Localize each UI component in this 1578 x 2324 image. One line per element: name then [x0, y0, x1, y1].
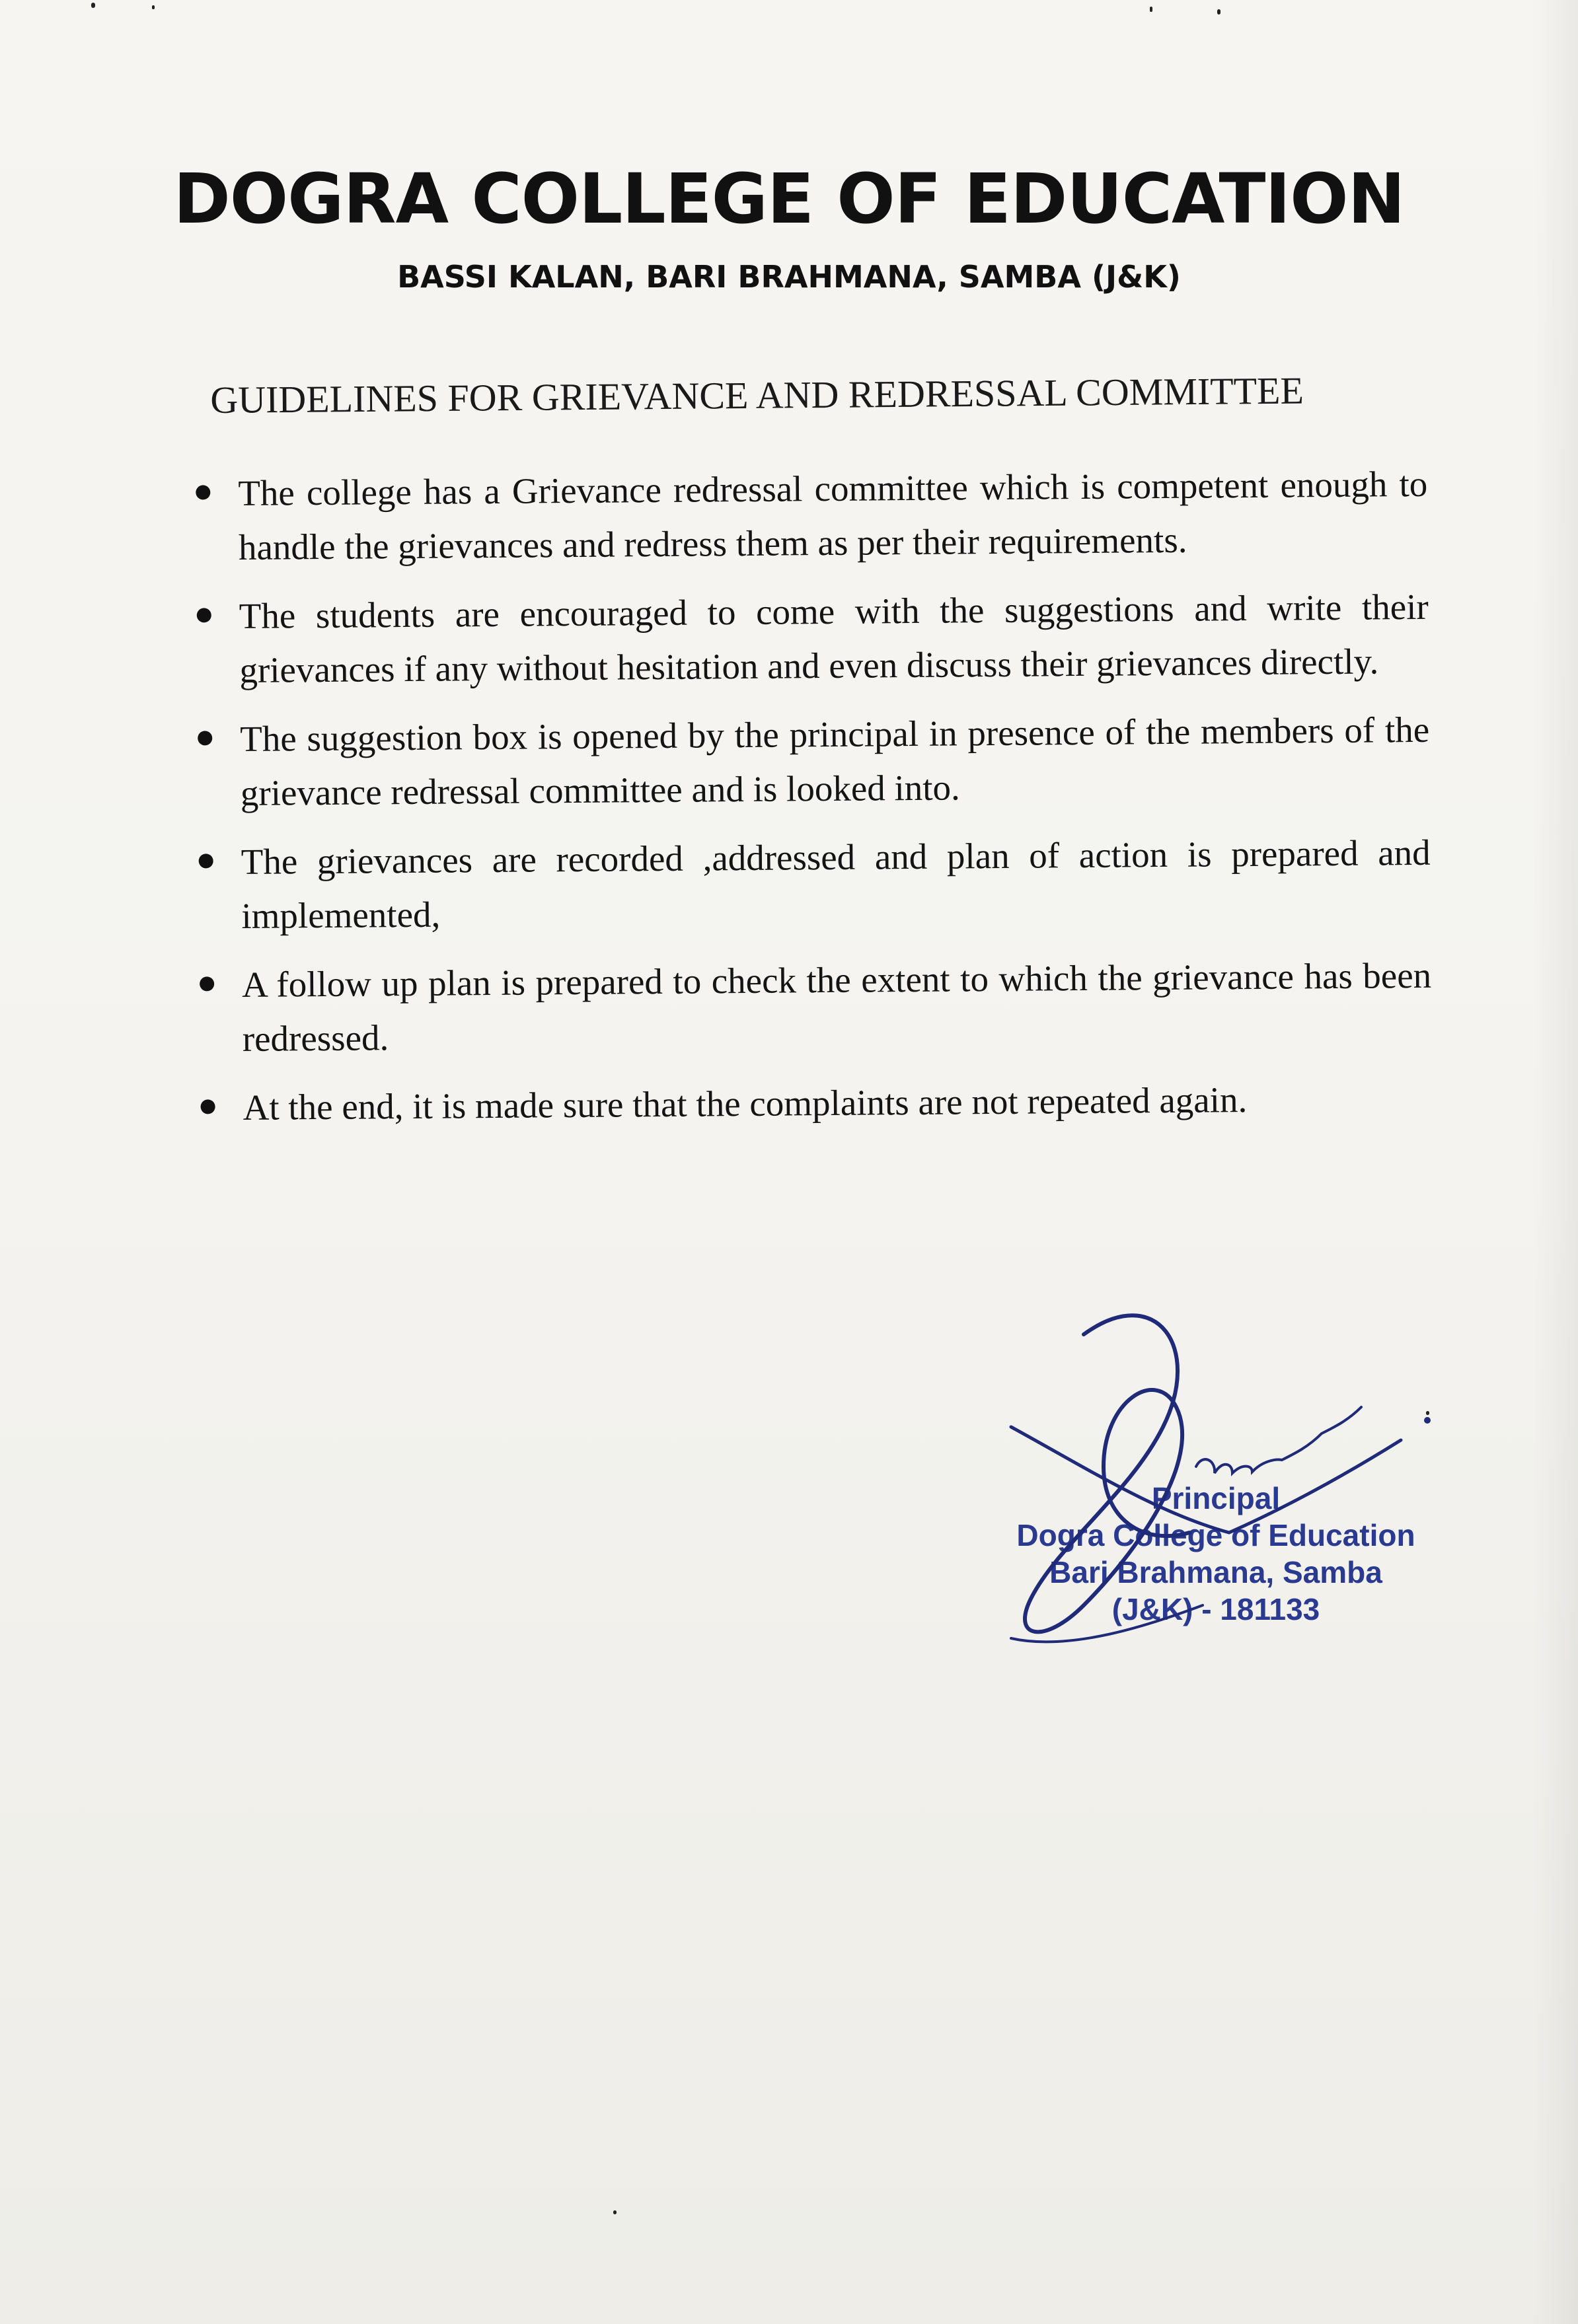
- guideline-text: A follow up plan is prepared to check the extent to which the grievance has been redressed.: [241, 955, 1432, 1059]
- bullet-icon: [196, 485, 210, 499]
- scan-speck: [613, 2210, 617, 2214]
- guideline-item: [241, 826, 1431, 943]
- scan-speck: [152, 5, 155, 9]
- guideline-text: The grievances are recorded ,addressed and plan of action is prepared and implemented,: [241, 832, 1431, 936]
- guideline-text: The college has a Grievance redressal committee which is competent enough to handle the grievances and redress them as per their requirements.: [238, 463, 1428, 567]
- stamp-title: Principal: [1151, 1481, 1281, 1515]
- stamp-pin: (J&K) - 181133: [1111, 1592, 1320, 1626]
- guideline-text: The suggestion box is opened by the principal in presence of the members of the grievance redressal committee and is looked into.: [240, 709, 1430, 813]
- principal-signature: [1004, 1295, 1467, 1652]
- guideline-item: [242, 949, 1432, 1066]
- college-address: BASSI KALAN, BARI BRAHMANA, SAMBA (J&K): [397, 259, 1181, 295]
- stamp-college: Dogra College of Education: [1016, 1518, 1415, 1552]
- guideline-text: The students are encouraged to come with the suggestions and write their grievances if any without hesitation and even discuss their grievances directly.: [239, 586, 1429, 690]
- scan-speck: [91, 3, 95, 8]
- guideline-item: [239, 580, 1429, 698]
- bullet-icon: [199, 853, 213, 868]
- page-edge-shadow: [1532, 0, 1578, 2324]
- guidelines-list: [238, 457, 1433, 1149]
- scan-speck: [1217, 9, 1221, 15]
- scan-speck: [1150, 7, 1152, 12]
- guideline-item: [240, 703, 1430, 820]
- bullet-icon: [201, 1099, 215, 1114]
- guideline-text: At the end, it is made sure that the complaints are not repeated again.: [243, 1079, 1248, 1128]
- bullet-icon: [198, 731, 212, 745]
- bullet-icon: [197, 608, 211, 622]
- guideline-item: [243, 1071, 1433, 1135]
- college-name: DOGRA COLLEGE OF EDUCATION: [173, 159, 1405, 239]
- guideline-item: [238, 457, 1428, 575]
- stamp-location: Bari Brahmana, Samba: [1049, 1555, 1382, 1589]
- bullet-icon: [200, 976, 214, 991]
- guidelines-heading: GUIDELINES FOR GRIEVANCE AND REDRESSAL COMMITTEE: [210, 369, 1304, 421]
